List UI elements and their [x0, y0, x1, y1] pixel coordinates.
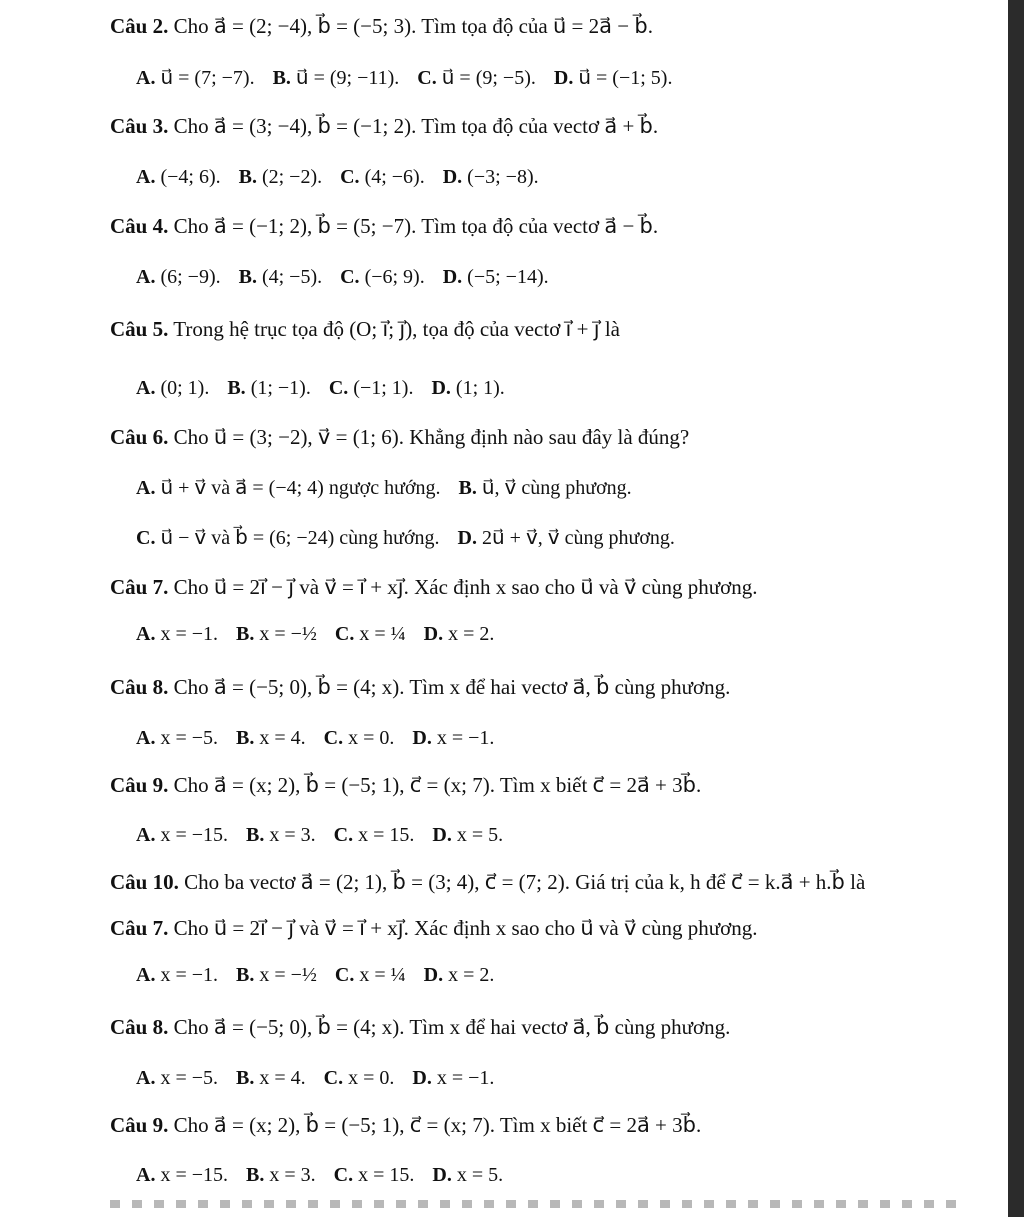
- option-letter: D.: [432, 1164, 452, 1186]
- answer-option: [136, 67, 255, 89]
- question-text: Cho ba vectơ a⃗ = (2; 1), b⃗ = (3; 4), c⃗ = (7; 2). Giá trị của k, h để c⃗ = k.a⃗ + h.b⃗ là: [184, 870, 866, 894]
- answer-option: [136, 1067, 218, 1089]
- option-value: x = −1.: [431, 727, 495, 749]
- question-label: Câu 9.: [110, 773, 169, 797]
- option-letter: D.: [442, 266, 463, 288]
- question-label: Câu 10.: [110, 870, 179, 894]
- option-letter: D.: [412, 1067, 432, 1089]
- answer-option: [340, 166, 425, 188]
- answer-options: [136, 65, 690, 90]
- option-value: x = 3.: [264, 1164, 316, 1186]
- option-letter: B.: [238, 166, 257, 188]
- question-4: [110, 317, 620, 342]
- answer-option: [246, 824, 316, 846]
- answer-option: [136, 727, 218, 749]
- option-value: x = −1.: [155, 964, 219, 986]
- answer-option: [424, 623, 495, 645]
- option-letter: D.: [432, 824, 452, 846]
- answer-option: [236, 727, 306, 749]
- cut-off-next-line: [110, 1200, 968, 1208]
- option-letter: B.: [458, 477, 477, 499]
- option-value: (−1; 1).: [348, 377, 414, 399]
- answer-option: [329, 377, 414, 399]
- option-value: u⃗ − v⃗ và b⃗ = (6; −24) cùng hướng.: [155, 527, 440, 549]
- question-text: Cho u⃗ = 2i⃗ − j⃗ và v⃗ = i⃗ + xj⃗. Xác định x sao cho u⃗ và v⃗ cùng phương.: [173, 575, 758, 599]
- option-letter: A.: [136, 1164, 156, 1186]
- question-text: Cho a⃗ = (2; −4), b⃗ = (−5; 3). Tìm tọa độ của u⃗ = 2a⃗ − b⃗.: [173, 14, 653, 38]
- option-value: x = 15.: [353, 1164, 415, 1186]
- option-value: x = ¼: [354, 623, 406, 645]
- question-label: Câu 7.: [110, 575, 169, 599]
- option-letter: D.: [457, 527, 477, 549]
- option-value: (0; 1).: [155, 377, 210, 399]
- answer-options: [136, 824, 521, 847]
- question-text: Cho a⃗ = (−5; 0), b⃗ = (4; x). Tìm x để hai vectơ a⃗, b⃗ cùng phương.: [173, 675, 731, 699]
- answer-option: [136, 1164, 228, 1186]
- question-label: Câu 8.: [110, 1015, 169, 1039]
- answer-option: [432, 824, 503, 846]
- answer-option: [136, 623, 218, 645]
- answer-option: [458, 527, 675, 549]
- option-value: u⃗ = (7; −7).: [155, 67, 255, 89]
- answer-option: [239, 266, 323, 288]
- option-letter: D.: [431, 377, 451, 399]
- answer-option: [432, 1164, 503, 1186]
- option-letter: C.: [136, 527, 156, 549]
- answer-option: [136, 527, 440, 549]
- option-letter: D.: [553, 67, 574, 89]
- option-value: (1; −1).: [245, 377, 311, 399]
- option-value: (−6; 9).: [359, 266, 425, 288]
- answer-option: [236, 623, 317, 645]
- question-text: Cho a⃗ = (x; 2), b⃗ = (−5; 1), c⃗ = (x; 7). Tìm x biết c⃗ = 2a⃗ + 3b⃗.: [173, 773, 702, 797]
- answer-options: [136, 1067, 512, 1090]
- answer-options: [136, 964, 512, 987]
- option-letter: A.: [136, 623, 156, 645]
- option-value: x = −1.: [431, 1067, 495, 1089]
- question-label: Câu 8.: [110, 675, 169, 699]
- answer-options: [136, 727, 512, 750]
- answer-options: [136, 623, 512, 646]
- option-letter: A.: [136, 727, 156, 749]
- option-letter: C.: [340, 266, 360, 288]
- option-value: (2; −2).: [256, 166, 323, 188]
- option-letter: D.: [423, 623, 444, 645]
- answer-option: [136, 964, 218, 986]
- option-value: x = −5.: [155, 727, 219, 749]
- option-value: u⃗ = (−1; 5).: [573, 67, 673, 89]
- answer-option: [236, 1067, 306, 1089]
- option-value: (4; −6).: [359, 166, 425, 188]
- option-letter: C.: [417, 67, 437, 89]
- question-8: [110, 675, 730, 700]
- answer-option: [136, 266, 221, 288]
- answer-options: [136, 475, 650, 500]
- question-text: Cho a⃗ = (−5; 0), b⃗ = (4; x). Tìm x để hai vectơ a⃗, b⃗ cùng phương.: [173, 1015, 731, 1039]
- answer-option: [431, 377, 504, 399]
- option-letter: D.: [423, 964, 444, 986]
- option-value: u⃗ = (9; −5).: [436, 67, 536, 89]
- option-letter: A.: [136, 67, 156, 89]
- question-2: [110, 114, 658, 139]
- answer-option: [417, 67, 536, 89]
- option-letter: C.: [328, 377, 349, 399]
- answer-option: [335, 623, 406, 645]
- question-text: Cho u⃗ = (3; −2), v⃗ = (1; 6). Khẳng định nào sau đây là đúng?: [173, 425, 690, 449]
- option-value: x = 0.: [343, 727, 395, 749]
- option-letter: A.: [136, 166, 156, 188]
- option-value: 2u⃗ + v⃗, v⃗ cùng phương.: [477, 527, 675, 549]
- option-letter: D.: [412, 727, 432, 749]
- option-letter: A.: [136, 266, 156, 288]
- answer-option: [324, 1067, 395, 1089]
- answer-option: [136, 166, 221, 188]
- answer-option: [136, 377, 209, 399]
- question-label: Câu 7.: [110, 916, 169, 940]
- option-value: x = −1.: [155, 623, 219, 645]
- option-letter: C.: [333, 1164, 354, 1186]
- question-7: [110, 575, 757, 600]
- question-label: Câu 5.: [110, 317, 169, 341]
- option-value: x = −½: [254, 964, 317, 986]
- option-value: (−5; −14).: [462, 266, 549, 288]
- option-value: x = 2.: [443, 964, 495, 986]
- option-letter: C.: [334, 623, 355, 645]
- question-5: [110, 425, 689, 450]
- answer-option: [335, 964, 406, 986]
- option-value: x = 5.: [451, 824, 504, 846]
- question-text: Trong hệ trục tọa độ (O; i⃗; j⃗), tọa độ của vectơ i⃗ + j⃗ là: [173, 317, 620, 341]
- answer-option: [246, 1164, 316, 1186]
- question-9: [110, 773, 701, 798]
- answer-option: [340, 266, 425, 288]
- option-letter: B.: [236, 727, 255, 749]
- option-value: (−4; 6).: [155, 166, 221, 188]
- option-value: (−3; −8).: [462, 166, 539, 188]
- option-value: x = −15.: [155, 1164, 229, 1186]
- option-letter: A.: [136, 1067, 156, 1089]
- option-letter: C.: [323, 727, 344, 749]
- option-letter: C.: [333, 824, 354, 846]
- option-letter: A.: [136, 477, 156, 499]
- answer-option: [412, 727, 494, 749]
- option-value: x = 4.: [254, 1067, 306, 1089]
- option-letter: D.: [442, 166, 463, 188]
- answer-option: [334, 1164, 415, 1186]
- option-value: x = 2.: [443, 623, 495, 645]
- answer-option: [412, 1067, 494, 1089]
- answer-option: [273, 67, 400, 89]
- option-value: x = ¼: [354, 964, 406, 986]
- option-letter: C.: [323, 1067, 344, 1089]
- option-letter: A.: [136, 377, 156, 399]
- question-label: Câu 6.: [110, 425, 169, 449]
- option-value: (4; −5).: [256, 266, 323, 288]
- question-12: [110, 1015, 730, 1040]
- answer-option: [324, 727, 395, 749]
- option-letter: B.: [227, 377, 246, 399]
- question-label: Câu 3.: [110, 114, 169, 138]
- question-label: Câu 2.: [110, 14, 169, 38]
- answer-option: [334, 824, 415, 846]
- answer-options: [136, 377, 523, 400]
- option-value: x = 5.: [451, 1164, 504, 1186]
- option-value: x = 3.: [264, 824, 316, 846]
- option-value: u⃗ + v⃗ và a⃗ = (−4; 4) ngược hướng.: [155, 477, 441, 499]
- option-letter: B.: [272, 67, 291, 89]
- question-11: [110, 916, 757, 941]
- option-letter: B.: [236, 964, 255, 986]
- answer-option: [443, 166, 539, 188]
- option-letter: C.: [340, 166, 360, 188]
- question-3: [110, 214, 658, 239]
- answer-option: [236, 964, 317, 986]
- option-value: x = 4.: [254, 727, 306, 749]
- option-letter: C.: [334, 964, 355, 986]
- option-value: (1; 1).: [450, 377, 505, 399]
- option-letter: B.: [236, 1067, 255, 1089]
- question-label: Câu 4.: [110, 214, 169, 238]
- answer-option: [136, 477, 441, 499]
- answer-option: [239, 166, 323, 188]
- option-letter: B.: [246, 1164, 265, 1186]
- option-value: x = −15.: [155, 824, 229, 846]
- question-label: Câu 9.: [110, 1113, 169, 1137]
- scrollbar[interactable]: [1008, 0, 1024, 1217]
- option-letter: B.: [246, 824, 265, 846]
- question-1: [110, 14, 653, 39]
- option-value: x = −½: [254, 623, 317, 645]
- option-value: x = −5.: [155, 1067, 219, 1089]
- question-text: Cho u⃗ = 2i⃗ − j⃗ và v⃗ = i⃗ + xj⃗. Xác định x sao cho u⃗ và v⃗ cùng phương.: [173, 916, 758, 940]
- answer-option: [424, 964, 495, 986]
- answer-option: [227, 377, 311, 399]
- answer-options: [136, 1164, 521, 1187]
- answer-option: [554, 67, 673, 89]
- option-value: (6; −9).: [155, 266, 221, 288]
- answer-options: [136, 166, 557, 189]
- question-10: [110, 870, 865, 895]
- option-value: x = 15.: [353, 824, 415, 846]
- answer-options: [136, 525, 693, 550]
- answer-options: [136, 266, 567, 289]
- option-value: u⃗ = (9; −11).: [290, 67, 400, 89]
- question-text: Cho a⃗ = (−1; 2), b⃗ = (5; −7). Tìm tọa độ của vectơ a⃗ − b⃗.: [173, 214, 659, 238]
- option-letter: A.: [136, 964, 156, 986]
- question-13: [110, 1113, 701, 1138]
- question-text: Cho a⃗ = (3; −4), b⃗ = (−1; 2). Tìm tọa độ của vectơ a⃗ + b⃗.: [173, 114, 659, 138]
- option-letter: A.: [136, 824, 156, 846]
- answer-option: [459, 477, 632, 499]
- answer-option: [136, 824, 228, 846]
- option-letter: B.: [236, 623, 255, 645]
- option-value: u⃗, v⃗ cùng phương.: [476, 477, 632, 499]
- option-letter: B.: [238, 266, 257, 288]
- answer-option: [443, 266, 549, 288]
- question-text: Cho a⃗ = (x; 2), b⃗ = (−5; 1), c⃗ = (x; 7). Tìm x biết c⃗ = 2a⃗ + 3b⃗.: [173, 1113, 702, 1137]
- option-value: x = 0.: [343, 1067, 395, 1089]
